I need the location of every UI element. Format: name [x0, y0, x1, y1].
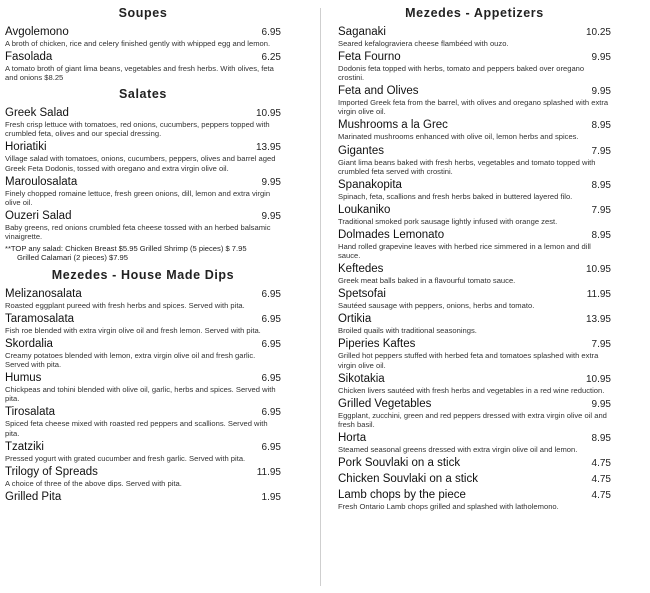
menu-item-name: Spanakopita	[338, 178, 402, 191]
menu-item-header	[5, 312, 281, 326]
menu-item-header	[5, 25, 281, 39]
menu-item-name: Humus	[5, 372, 42, 385]
menu-item-description: Sautéed sausage with peppers, onions, herbs and tomato.	[338, 301, 535, 311]
menu-item	[5, 25, 281, 48]
menu-item-name: Melizanosalata	[5, 287, 82, 300]
menu-item-name: Greek Salad	[5, 107, 69, 120]
menu-item-price: 1.95	[261, 491, 281, 503]
menu-item-name: Tirosalata	[5, 406, 56, 419]
menu-item-header	[5, 106, 281, 120]
menu-item-header	[338, 287, 611, 301]
salads-title: Salates	[119, 87, 167, 102]
right-column	[338, 6, 611, 513]
menu-item-name: Horiatiki	[5, 141, 47, 154]
menu-item-description: Grilled hot peppers stuffed with herbed feta and tomatoes splashed with extra virgin olive oil.	[338, 351, 599, 370]
menu-item-header	[5, 371, 281, 385]
menu-item-price: 11.95	[586, 289, 611, 301]
menu-item-header	[338, 312, 611, 326]
appetizers-list	[338, 25, 611, 511]
menu-item-header	[338, 118, 611, 132]
menu-item-description: A broth of chicken, rice and celery finished gently with whipped egg and lemon.	[5, 39, 271, 48]
menu-item-name: Feta Fourno	[338, 51, 401, 64]
menu-item-price: 8.95	[591, 432, 611, 444]
menu-item-name: Maroulosalata	[5, 175, 78, 188]
menu-item-name: Dolmades Lemonato	[338, 228, 445, 241]
menu-item-header	[338, 431, 611, 445]
menu-item-price: 7.95	[591, 339, 611, 351]
menu-item-price: 10.25	[585, 27, 611, 38]
menu-item-description: Village salad with tomatoes, onions, cucumbers, peppers, olives and barrel aged Greek Feta Dodonis, tossed with oregano and extra virgin olive oil.	[5, 154, 276, 173]
menu-item-header	[338, 178, 611, 192]
menu-item-name: Feta and Olives	[338, 85, 419, 98]
menu-item-description: Steamed seasonal greens dressed with extra virgin olive oil and lemon.	[338, 444, 578, 454]
menu-item-header	[5, 209, 281, 223]
menu-item-description: Spiced feta cheese mixed with roasted red peppers and scallions. Served with pita.	[5, 419, 268, 438]
menu-item	[5, 106, 281, 138]
menu-item-name: Ouzeri Salad	[5, 209, 72, 222]
menu-item-description: Finely chopped romaine lettuce, fresh green onions, dill, lemon and extra virgin olive oil.	[5, 188, 271, 207]
menu-item-description: Spinach, feta, scallions and fresh herbs baked in buttered layered filo.	[338, 191, 573, 201]
menu-item-price: 6.95	[261, 313, 281, 325]
menu-item-header	[338, 25, 611, 39]
left-column	[5, 6, 281, 506]
dips-title: Mezedes - House Made Dips	[51, 267, 235, 282]
menu-item-description: Hand rolled grapevine leaves with herbed rice simmered in a lemon and dill sauce.	[338, 241, 591, 261]
menu-item-price: 9.95	[261, 176, 281, 188]
menu-item-description: Roasted eggplant pureed with fresh herbs and spices. Served with pita.	[5, 300, 245, 310]
menu-item	[5, 440, 281, 463]
menu-item-price: 6.25	[261, 52, 281, 64]
soups-title: Soupes	[118, 6, 168, 20]
menu-item-price: 6.95	[261, 373, 281, 385]
menu-item-price: 6.95	[261, 441, 281, 453]
menu-item-name: Avgolemono	[5, 26, 69, 38]
menu-item	[5, 371, 281, 403]
column-divider	[320, 8, 321, 586]
menu-item-price: 8.95	[591, 120, 611, 132]
menu-item-header	[338, 144, 611, 158]
menu-item-price: 4.75	[591, 473, 611, 485]
menu-item-header	[338, 337, 611, 351]
menu-item-header	[338, 228, 611, 242]
menu-item	[338, 118, 611, 141]
menu-item-price: 10.95	[585, 264, 611, 276]
menu-item-header	[5, 490, 281, 504]
menu-item-name: Taramosalata	[5, 312, 75, 325]
menu-item-price: 9.95	[591, 52, 611, 64]
menu-item-header	[338, 397, 611, 411]
menu-item-price: 13.95	[255, 142, 281, 154]
appetizers-title: Mezedes - Appetizers	[405, 6, 544, 20]
menu-item-price: 8.95	[591, 179, 611, 191]
menu-item-description: Dodonis feta topped with herbs, tomato and peppers baked over oregano crostini.	[338, 64, 585, 83]
menu-item-price: 6.95	[261, 407, 281, 419]
menu-item-name: Mushrooms a la Grec	[338, 119, 448, 132]
menu-item	[338, 287, 611, 310]
menu-item	[338, 84, 611, 116]
menu-item-name: Saganaki	[338, 26, 386, 38]
soups-list	[5, 25, 281, 82]
menu-item-name: Grilled Pita	[5, 490, 62, 503]
menu-item-header	[338, 50, 611, 64]
menu-item-header	[5, 50, 281, 64]
menu-item-header	[338, 488, 611, 502]
menu-item-header	[5, 440, 281, 454]
menu-item	[5, 312, 281, 335]
menu-item	[338, 203, 611, 226]
menu-item	[338, 337, 611, 369]
menu-item-price: 4.75	[591, 489, 611, 501]
menu-item-name: Horta	[338, 431, 367, 444]
menu-item-price: 13.95	[585, 314, 611, 326]
menu-item-price: 9.95	[261, 210, 281, 222]
menu-item	[338, 50, 611, 82]
menu-item-price: 7.95	[591, 204, 611, 216]
menu-item-description: A tomato broth of giant lima beans, vegetables and fresh herbs. With olives, feta and onions $8.25	[5, 64, 274, 83]
menu-item-description: Giant lima beans baked with fresh herbs, vegetables and tomato topped with crumbled feta served with crostini.	[338, 157, 596, 176]
menu-item-header	[338, 456, 611, 470]
menu-item	[338, 144, 611, 176]
menu-item-name: Lamb chops by the piece	[338, 488, 466, 501]
menu-item-price: 10.95	[585, 373, 611, 385]
menu-item-description: Fish roe blended with extra virgin olive oil and fresh lemon. Served with pita.	[5, 325, 261, 335]
menu-item-description: Traditional smoked pork sausage lightly infused with orange zest.	[338, 216, 558, 226]
menu-item	[338, 372, 611, 395]
menu-item-description: Fresh crisp lettuce with tomatoes, red onions, cucumbers, peppers topped with crumbled feta, olives and our special dressing.	[5, 120, 270, 139]
menu-item	[5, 50, 281, 82]
menu-item-name: Tzatziki	[5, 440, 44, 453]
menu-item-price: 4.75	[591, 457, 611, 469]
menu-item-header	[5, 175, 281, 189]
menu-item-price: 11.95	[256, 466, 281, 478]
salad-topping-note	[5, 244, 281, 263]
menu-item-price: 9.95	[591, 398, 611, 410]
menu-item-description: Baby greens, red onions crumbled feta cheese tossed with an herbed balsamic vinaigrette.	[5, 222, 271, 241]
menu-item-header	[5, 287, 281, 301]
menu-item	[5, 209, 281, 241]
salad-note-line-1: **TOP any salad: Chicken Breast $5.95 Grilled Shrimp (5 pieces) $ 7.95	[5, 244, 247, 254]
menu-item-header	[338, 84, 611, 98]
menu-item-name: Piperies Kaftes	[338, 338, 416, 351]
menu-item-description: Creamy potatoes blended with lemon, extra virgin olive oil and fresh garlic. Served with pita.	[5, 351, 256, 370]
menu-item-name: Sikotakia	[338, 372, 385, 385]
menu-item	[5, 490, 281, 504]
menu-item-name: Grilled Vegetables	[338, 397, 432, 410]
menu-item-description: Imported Greek feta from the barrel, with olives and oregano splashed with extra virgin olive oil.	[338, 98, 609, 117]
menu-item-description: Eggplant, zucchini, green and red peppers dressed with extra virgin olive oil and fresh basil.	[338, 410, 607, 429]
menu-item	[338, 488, 611, 511]
menu-item-description: Chickpeas and tohini blended with olive oil, garlic, herbs and spices. Served with pita.	[5, 385, 276, 404]
menu-item	[5, 175, 281, 207]
menu-item	[5, 287, 281, 310]
menu-item-header	[5, 405, 281, 419]
menu-item-name: Ortikia	[338, 313, 372, 326]
menu-item-price: 8.95	[591, 229, 611, 241]
menu-item	[338, 456, 611, 470]
menu-item-price: 10.95	[255, 108, 281, 120]
menu-item-name: Loukaniko	[338, 203, 391, 216]
menu-item-name: Keftedes	[338, 263, 384, 276]
menu-item-name: Trilogy of Spreads	[5, 465, 98, 478]
menu-item-name: Chicken Souvlaki on a stick	[338, 472, 478, 485]
menu-item-price: 6.95	[261, 339, 281, 351]
dips-list	[5, 287, 281, 504]
menu-item	[338, 25, 611, 48]
menu-item-description: Fresh Ontario Lamb chops grilled and splashed with latholemono.	[338, 501, 559, 511]
menu-item-header	[338, 203, 611, 217]
menu-item	[338, 431, 611, 454]
menu-item	[338, 312, 611, 335]
menu-item-description: Greek meat balls baked in a flavourful tomato sauce.	[338, 276, 516, 286]
menu-item-description: Seared kefalograviera cheese flambéed with ouzo.	[338, 39, 509, 48]
menu-item-header	[338, 472, 611, 486]
menu-item	[338, 228, 611, 260]
menu-item	[5, 140, 281, 172]
menu-item-header	[5, 140, 281, 154]
menu-item	[338, 397, 611, 429]
menu-item-description: Pressed yogurt with grated cucumber and fresh garlic. Served with pita.	[5, 453, 246, 463]
menu-item-header	[5, 337, 281, 351]
menu-item	[5, 405, 281, 437]
menu-item	[338, 178, 611, 201]
menu-item-header	[338, 262, 611, 276]
menu-item-name: Spetsofai	[338, 288, 386, 301]
menu-item	[338, 262, 611, 285]
menu-item-description: A choice of three of the above dips. Served with pita.	[5, 478, 182, 488]
menu-item-header	[5, 465, 281, 479]
menu-item-name: Pork Souvlaki on a stick	[338, 456, 461, 469]
menu-item-name: Skordalia	[5, 338, 53, 351]
menu-item-price: 6.95	[261, 27, 281, 38]
salad-note-line-2: Grilled Calamari (2 pieces) $7.95	[17, 253, 128, 263]
menu-item-description: Broiled quails with traditional seasonings.	[338, 326, 477, 336]
menu-item	[5, 337, 281, 369]
menu-item	[5, 465, 281, 488]
menu-item-name: Gigantes	[338, 144, 385, 157]
menu-item-price: 6.95	[261, 288, 281, 300]
menu-item-header	[338, 372, 611, 386]
menu-item-price: 7.95	[591, 145, 611, 157]
menu-item-price: 9.95	[591, 86, 611, 98]
menu-item	[338, 472, 611, 486]
menu-item-name: Fasolada	[5, 51, 53, 64]
menu-item-description: Marinated mushrooms enhanced with olive oil, lemon herbs and spices.	[338, 132, 579, 142]
salads-list	[5, 106, 281, 241]
menu-item-description: Chicken livers sautéed with fresh herbs and vegetables in a red wine reduction.	[338, 385, 605, 395]
